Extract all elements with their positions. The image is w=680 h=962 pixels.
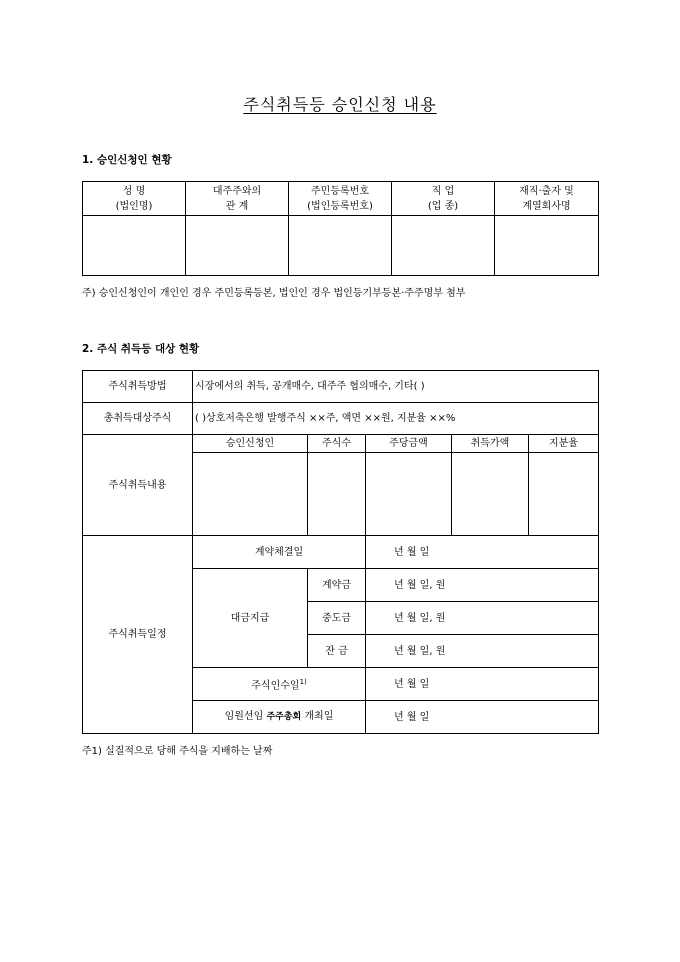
cell-id-number[interactable] (289, 216, 392, 276)
content-header-shares: 주식수 (308, 435, 366, 453)
cell-name[interactable] (83, 216, 186, 276)
content-cell-applicant[interactable] (193, 453, 308, 536)
page-title: 주식취득등 승인신청 내용 (243, 95, 437, 114)
payment-balance-label: 잔 금 (308, 635, 366, 668)
cell-affiliates[interactable] (495, 216, 599, 276)
payment-deposit-label: 계약금 (308, 569, 366, 602)
method-label: 주식취득방법 (83, 371, 193, 403)
cell-relation[interactable] (186, 216, 289, 276)
transfer-date-label: 주식인수일$^{1)}$ (193, 668, 366, 701)
contract-date-label: 계약체결일 (193, 536, 366, 569)
header-occupation: 직 업 (업 종) (392, 182, 495, 216)
section2-note: 주1) 실질적으로 당해 주식을 지배하는 날짜 (82, 746, 273, 757)
content-header-price: 주당금액 (366, 435, 452, 453)
content-label: 주식취득내용 (83, 435, 193, 536)
payment-interim-value[interactable]: 년 월 일, 원 (366, 602, 599, 635)
contract-date-value[interactable]: 년 월 일 (366, 536, 599, 569)
payment-interim-label: 중도금 (308, 602, 366, 635)
target-value: ( )상호저축은행 발행주식 ××주, 액면 ××원, 지분율 ××% (193, 403, 599, 435)
section1-heading: 1. 승인신청인 현황 (82, 154, 172, 166)
content-cell-price[interactable] (366, 453, 452, 536)
cell-occupation[interactable] (392, 216, 495, 276)
content-header-applicant: 승인신청인 (193, 435, 308, 453)
content-cell-amount[interactable] (452, 453, 529, 536)
payment-balance-value[interactable]: 년 월 일, 원 (366, 635, 599, 668)
content-header-amount: 취득가액 (452, 435, 529, 453)
content-cell-ratio[interactable] (529, 453, 599, 536)
meeting-date-label: 임원선임 주주총회 개최일 (193, 701, 366, 734)
section2-heading: 2. 주식 취득등 대상 현황 (82, 343, 200, 355)
header-id-number: 주민등록번호 (법인등록번호) (289, 182, 392, 216)
applicant-table (82, 181, 599, 276)
content-header-ratio: 지분율 (529, 435, 599, 453)
payment-label: 대금지급 (193, 569, 308, 668)
target-label: 총취득대상주식 (83, 403, 193, 435)
header-relation: 대주주와의 관 계 (186, 182, 289, 216)
section1-note: 주) 승인신청인이 개인인 경우 주민등록등본, 법인인 경우 법인등기부등본·주주명부 첨부 (82, 288, 466, 299)
acquisition-table (82, 370, 599, 734)
schedule-label: 주식취득일정 (83, 536, 193, 734)
meeting-date-value[interactable]: 년 월 일 (366, 701, 599, 734)
payment-deposit-value[interactable]: 년 월 일, 원 (366, 569, 599, 602)
method-value: 시장에서의 취득, 공개매수, 대주주 협의매수, 기타( ) (193, 371, 599, 403)
transfer-date-value[interactable]: 년 월 일 (366, 668, 599, 701)
header-name: 성 명 (법인명) (83, 182, 186, 216)
header-affiliates: 재직·출자 및 계열회사명 (495, 182, 599, 216)
content-cell-shares[interactable] (308, 453, 366, 536)
